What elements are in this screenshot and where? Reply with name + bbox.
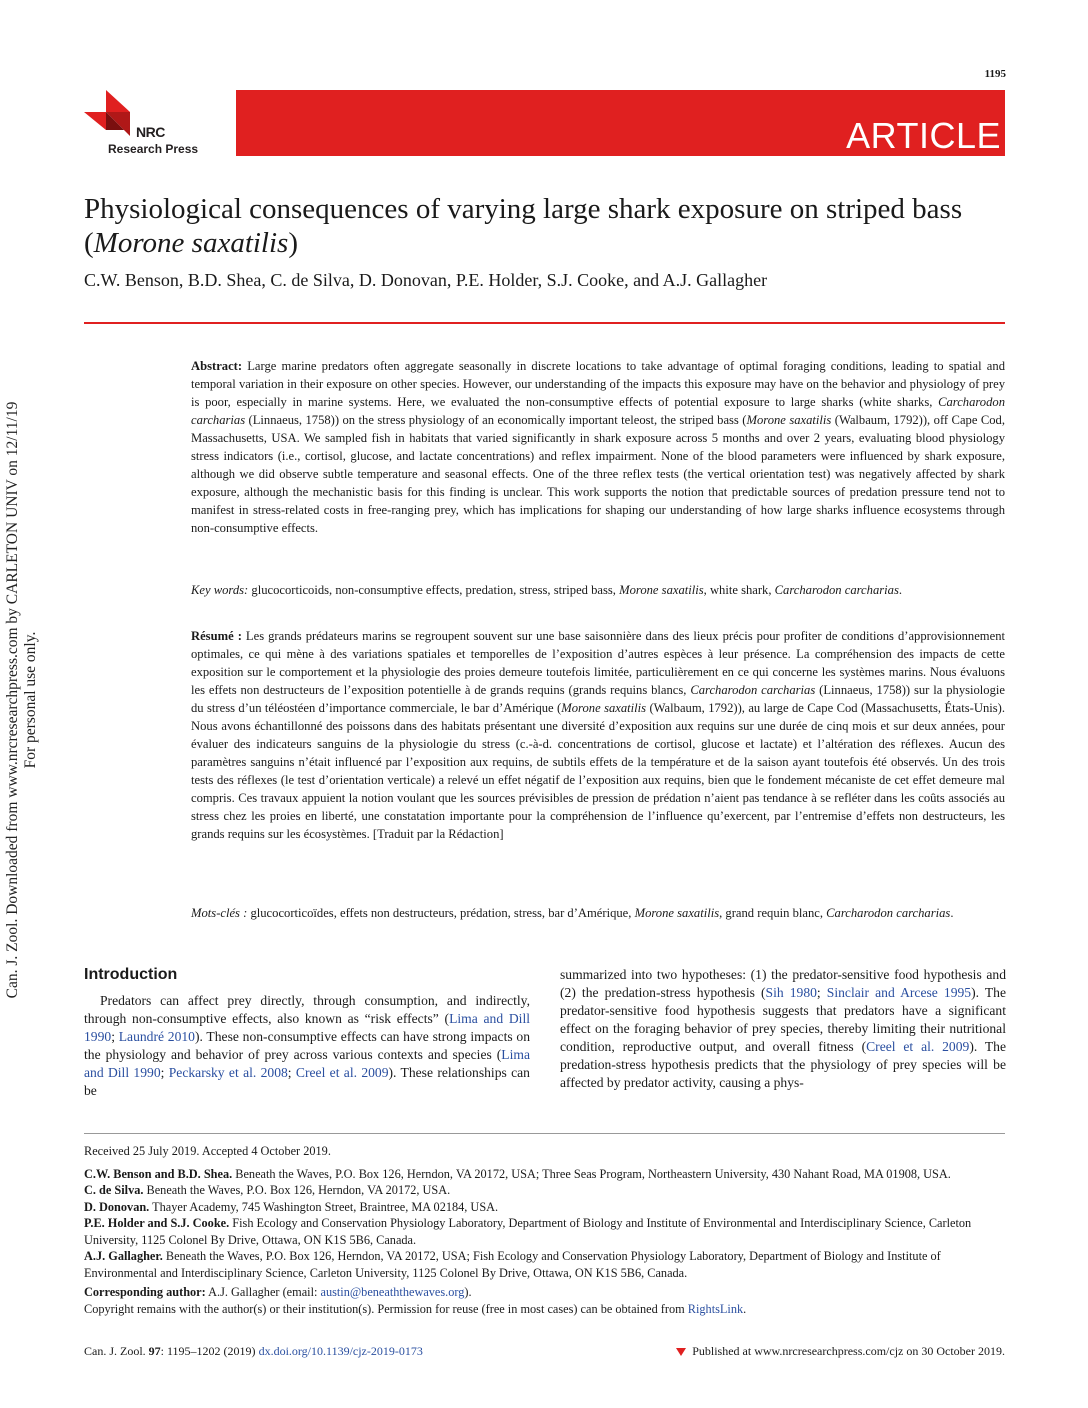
mots-cles-species: Morone saxatilis (634, 906, 720, 920)
body-text: summarized into two hypotheses: (1) the predator-sensitive food hypothesis and (2) the predation-stress hypothesis ( (560, 967, 1006, 1000)
body-text: ; (160, 1065, 169, 1080)
affiliation (84, 1182, 1005, 1199)
introduction-column-right (560, 966, 1006, 1092)
footer-pages: : 1195–1202 (2019) (160, 1344, 259, 1358)
citation-link[interactable]: Lima and Dill 1990 (84, 1047, 530, 1080)
resume-label: Résumé : (191, 629, 242, 643)
abstract-text: Large marine predators often aggregate seasonally in discrete locations to take advantage of optimal foraging conditions, leading to spatial and temporal variation in their exposure on other species. However, our understanding of the impacts this exposure may have on the behavior and physiology of prey is poor, especially in marine systems. Here, we evaluated the non-consumptive effects of potential exposure to large sharks (white sharks, (191, 359, 1005, 409)
received-dates: Received 25 July 2019. Accepted 4 October 2019. (84, 1144, 331, 1158)
published-footer (676, 1344, 1005, 1359)
citation-link[interactable]: Sih 1980 (765, 985, 817, 1000)
body-text: ). The predation-stress hypothesis predicts that the physiology of prey species will be affected by predator activity, causing a phys- (560, 1039, 1006, 1090)
footnote-divider (84, 1133, 1005, 1134)
affiliation-text: Beneath the Waves, P.O. Box 126, Herndon, VA 20172, USA; Three Seas Program, Northeastern University, 430 Nahant Road, MA 01908, USA. (232, 1166, 951, 1181)
footer-volume: 97 (148, 1344, 161, 1358)
published-text: Published at www.nrcresearchpress.com/cjz on 30 October 2019. (692, 1344, 1005, 1358)
download-notice-line2: For personal use only. (22, 631, 39, 769)
citation-link[interactable]: Creel et al. 2009 (295, 1065, 389, 1080)
article-banner (236, 90, 1005, 156)
body-text: ; (287, 1065, 296, 1080)
nrc-logo-icon (84, 90, 140, 140)
article-title (84, 192, 1004, 260)
affiliation-text: Thayer Academy, 745 Washington Street, Braintree, MA 02184, USA. (149, 1199, 499, 1214)
author-list: C.W. Benson, B.D. Shea, C. de Silva, D. Donovan, P.E. Holder, S.J. Cooke, and A.J. Gallagher (84, 270, 768, 290)
affiliation (84, 1166, 1005, 1183)
resume-text: (Walbaum, 1792)), au large de Cape Cod (Massachusetts, États-Unis). Nous avons échantillonné des poissons dans des habitats présentant une diversité d’exposition aux requins sur une durée de cinq mois et sur deux années, pour évaluer des indicateurs sanguins de la physiologie du stress (c.-à-d. concentrations de cortisol, glucose et lactate) et l’altération des réflexes. Aucun des paramètres sanguins n’était influencé par l’exposition aux requins, de subtils effets de la température et de la saison ayant toutefois été observés. Un des trois tests des réflexes (le test d’orientation verticale) a relevé un effet négatif de l’exposition aux requins, bien que le fondement mécaniste de cet effet demeure mal compris. Ces travaux appuient la notion voulant que les sources prévisibles de pression de prédation n’aient pas tendance à se refléter dans les coûts associés au stress chez les proies en liberté, une constatation importante pour la compréhension de l’influence qu’exercent, par l’entremise d’effets non destructeurs, les grands requins sur les écosystèmes. [Traduit par la Rédaction] (191, 701, 1005, 841)
resume-text: Les grands prédateurs marins se regroupent souvent sur une base saisonnière dans des lieux précis pour profiter de conditions d’approvisionnement optimales, ce qui mène à des variations spatiales et temporelles de l’exposition d’autres espèces à leur présence. La compréhension des impacts de cette exposition sur le comportement et la physiologie des proies demeure toutefois limitée, particulièrement en ce qui concerne les systèmes marins. Nous évaluons les effets non destructeurs de l’exposition potentielle à de grands requins (grands requins blancs, (191, 629, 1005, 697)
affiliation (84, 1248, 1005, 1281)
affiliation-text: Fish Ecology and Conservation Physiology Laboratory, Department of Biology and Institute of Environmental and Interdisciplinary Science, Carleton University, 1125 Colonel By Drive, Ottawa, ON K1S 5B6, Canada. (84, 1216, 972, 1247)
download-notice (4, 350, 40, 1050)
abstract-species: Morone saxatilis (746, 413, 832, 427)
keywords-text: . (898, 583, 902, 597)
nrc-logo-line1: NRC (136, 124, 165, 140)
resume-species: Morone saxatilis (561, 701, 647, 715)
nrc-logo (84, 90, 224, 160)
introduction-column-left (84, 992, 530, 1100)
copyright-notice (84, 1301, 1005, 1318)
body-text: ). These non-consumptive effects can have strong impacts on the physiology and behavior of prey across various contexts and species ( (84, 1029, 530, 1062)
article-title-close: ) (288, 227, 299, 259)
corresponding-author-text: A.J. Gallagher (email: (205, 1285, 321, 1299)
keywords-text: , white shark, (703, 583, 775, 597)
copyright-text: Copyright remains with the author(s) or their institution(s). Permission for reuse (free in most cases) can be obtained from (84, 1301, 688, 1316)
affiliation (84, 1199, 1005, 1216)
corresponding-author-label: Corresponding author: (84, 1285, 206, 1299)
mots-cles-text: , grand requin blanc, (719, 906, 827, 920)
red-triangle-icon (676, 1346, 686, 1356)
mots-cles-species: Carcharodon carcharias (826, 906, 951, 920)
rightslink-link[interactable]: RightsLink (687, 1301, 744, 1316)
body-text: ; (816, 985, 827, 1000)
body-text: ; (111, 1029, 119, 1044)
footnotes (84, 1143, 1005, 1317)
body-text: ). The predator-sensitive food hypothesis suggests that predators have a significant effect on the foraging behavior of prey species, thereby limiting their nutritional condition, reproductive output, and overall fitness ( (560, 985, 1006, 1054)
citation-link[interactable]: Lima and Dill 1990 (84, 1011, 530, 1044)
footer-journal: Can. J. Zool. (84, 1344, 149, 1358)
affiliation (84, 1215, 1005, 1248)
affiliation-name: C. de Silva. (84, 1183, 144, 1197)
abstract-text: (Linnaeus, 1758)) on the stress physiology of an economically important teleost, the striped bass ( (245, 413, 747, 427)
affiliation-name: D. Donovan. (84, 1199, 150, 1214)
copyright-text: . (743, 1301, 747, 1316)
keywords-label: Key words: (191, 583, 249, 597)
mots-cles-text: . (950, 906, 954, 920)
body-text: ). These relationships can be (84, 1065, 530, 1098)
title-divider (84, 322, 1005, 324)
resume (191, 627, 1005, 843)
article-banner-label: ARTICLE (846, 115, 1001, 156)
introduction-heading: Introduction (84, 966, 178, 983)
corresponding-author (84, 1284, 1005, 1301)
article-title-species: Morone saxatilis (93, 227, 289, 259)
mots-cles-text: glucocorticoïdes, effets non destructeurs, prédation, stress, bar d’Amérique, (247, 906, 635, 920)
affiliation-text: Beneath the Waves, P.O. Box 126, Herndon, VA 20172, USA; Fish Ecology and Conservation Physiology Laboratory, Department of Biology and Institute of Environmental and Interdisciplinary Science, Carleton University, 1125 Colonel By Drive, Ottawa, ON K1S 5B6, Canada. (84, 1249, 941, 1280)
citation-link[interactable]: Creel et al. 2009 (866, 1039, 970, 1054)
download-notice-line1: Can. J. Zool. Downloaded from www.nrcresearchpress.com by CARLETON UNIV on 12/11/19 (4, 401, 21, 999)
affiliation-name: A.J. Gallagher. (84, 1249, 163, 1263)
citation-footer (84, 1344, 423, 1359)
page-number: 1195 (984, 68, 1006, 80)
citation-link[interactable]: Peckarsky et al. 2008 (168, 1065, 288, 1080)
keywords-species: Carcharodon carcharias (774, 583, 899, 597)
corresponding-author-text: ). (464, 1285, 472, 1299)
citation-link[interactable]: Laundré 2010 (118, 1029, 195, 1044)
abstract-label: Abstract: (191, 359, 243, 373)
citation-link[interactable]: Sinclair and Arcese 1995 (826, 985, 972, 1000)
abstract (191, 357, 1005, 537)
abstract-text: (Walbaum, 1792)), off Cape Cod, Massachusetts, USA. We sampled fish in habitats that varied significantly in shark exposure across 5 months and over 2 years, evaluating blood physiology stress indicators (i.e., cortisol, glucose, and lactate concentrations) and reflex impairment. None of the blood parameters were influenced by shark exposure, although we did observe subtle temperature and seasonal effects. One of the three reflex tests (the vertical orientation test) was negatively affected by shark exposure, although the mechanistic basis for this finding is unclear. This work supports the notion that predictable sources of predation pressure tend not to manifest in stress-related costs in free-ranging prey, which has implications for shaping our understanding of how large sharks influence ecosystems through non-consumptive effects. (191, 413, 1005, 535)
mots-cles-label: Mots-clés : (191, 906, 248, 920)
keywords-species: Morone saxatilis (619, 583, 704, 597)
resume-text: (Linnaeus, 1758)) sur la physiologie du stress d’un téléostéen d’importance commerciale, le bar d’Amérique ( (191, 683, 1005, 715)
doi-link[interactable]: dx.doi.org/10.1139/cjz-2019-0173 (258, 1344, 423, 1358)
nrc-logo-line2: Research Press (108, 142, 199, 156)
email-link[interactable]: austin@beneaththewaves.org (320, 1285, 465, 1299)
keywords (191, 581, 1005, 599)
article-title-text: Physiological consequences of varying large shark exposure on striped bass ( (84, 193, 963, 259)
resume-species: Carcharodon carcharias (690, 683, 816, 697)
abstract-species: Carcharodon carcharias (191, 395, 1005, 427)
affiliation-name: P.E. Holder and S.J. Cooke. (84, 1216, 230, 1230)
keywords-text: glucocorticoids, non-consumptive effects, predation, stress, striped bass, (248, 583, 620, 597)
mots-cles (191, 904, 1005, 922)
affiliation-text: Beneath the Waves, P.O. Box 126, Herndon, VA 20172, USA. (143, 1183, 451, 1197)
affiliation-name: C.W. Benson and B.D. Shea. (84, 1166, 233, 1181)
body-text: Predators can affect prey directly, through consumption, and indirectly, through non-consumptive effects, also known as “risk effects” ( (84, 993, 530, 1026)
